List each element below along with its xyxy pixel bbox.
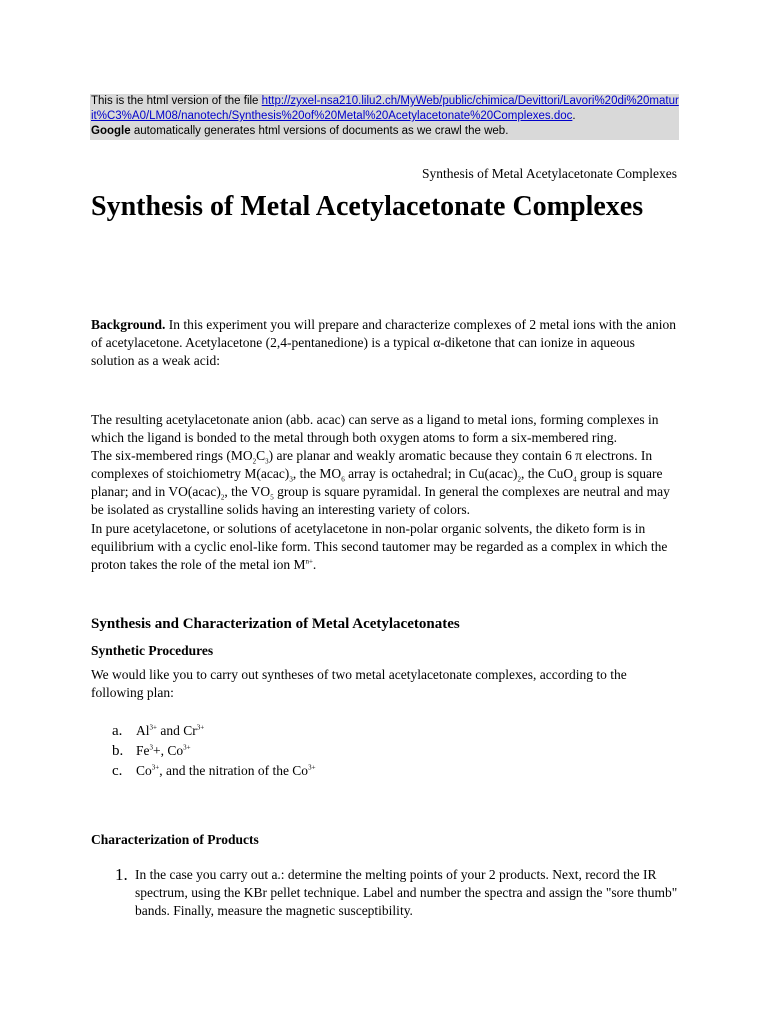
acac-paragraphs xyxy=(91,411,681,574)
list-item: b. $Fe^3+$, $Co^{3+}$ xyxy=(112,743,191,759)
running-header: Synthesis of Metal Acetylacetonate Complexes xyxy=(422,166,677,181)
background-text-end: -diketone that can ionize in aqueous solution as a weak acid: xyxy=(91,335,635,369)
source-file-link[interactable]: http://zyxel-nsa210.lilu2.ch/MyWeb/public/chimica/Devittori/Lavori%20di%20maturit%C3%A0/LM08/nanotech/Synthesis%20of%20Metal%20Acetylacetonate%20Complexes.doc xyxy=(91,95,679,122)
characterization-heading: Characterization of Products xyxy=(91,832,259,847)
background-label: Background. xyxy=(91,317,166,332)
background-text: In this experiment you will prepare and characterize complexes of 2 metal ions with the anion of acetylacetone. Acetylacetone (2,4-pentanedione) is a typical xyxy=(91,317,676,351)
document-title: Synthesis of Metal Acetylacetonate Complexes xyxy=(91,191,644,222)
synthetic-procedures-heading: Synthetic Procedures xyxy=(91,643,214,658)
background-paragraph xyxy=(91,316,681,370)
tautomer-paragraph: In pure acetylacetone, or solutions of acetylacetone in non-polar organic solvents, the diketo form is in equilibrium with a cyclic enol-like form. This second tautomer may be regarded as a complex in which the proton takes the role of the metal ion $M^{n+}$. xyxy=(91,520,668,572)
plan-intro-paragraph: We would like you to carry out syntheses of two metal acetylacetonate complexes, according to the following plan: xyxy=(91,667,627,701)
notice-period: . xyxy=(572,110,576,122)
ring-paragraph: The six-membered rings $(MO_2C_3)$ are planar and weakly aromatic because they contain 6 π electrons. In complexes of stoichiometry $M(acac)_3$, the $MO_6$ array is octahedral; in $Cu(acac)_2$, the CuO$_4$ group is square planar; and in $VO(acac)_2$, the $VO_5$ group is square pyramidal. In general the complexes are neutral and may be isolated as crystalline solids having an interesting variety of colors. xyxy=(91,448,670,518)
notice-prefix: This is the html version of the file xyxy=(91,95,262,107)
ligand-paragraph: The resulting acetylacetonate anion (abb. acac) can serve as a ligand to metal ions, forming complexes in which the ligand is bonded to the metal through both oxygen atoms to form a six-membered ring. xyxy=(91,412,659,446)
notice-brand: Google xyxy=(91,125,131,137)
list-item: c. $Co^{3+}$, and the nitration of the $Co^{3+}$ xyxy=(112,763,316,779)
synthesis-plan-list xyxy=(91,721,316,781)
section-heading: Synthesis and Characterization of Metal Acetylacetonates xyxy=(91,616,460,632)
notice-suffix: automatically generates html versions of documents as we crawl the web. xyxy=(130,125,509,137)
list-item-text: In the case you carry out a.: determine the melting points of your 2 products. Next, record the IR spectrum, using the KBr pellet technique. Label and number the spectra and assign the "sore thumb" bands. Finally, measure the magnetic susceptibility. xyxy=(135,867,678,919)
characterization-list-item xyxy=(91,866,681,920)
list-marker: 1. xyxy=(115,865,128,884)
list-item: a. $Al^{3+}$ and $Cr^{3+}$ xyxy=(112,723,205,739)
cache-notice-banner xyxy=(90,94,679,140)
alpha-symbol: α xyxy=(433,335,441,351)
